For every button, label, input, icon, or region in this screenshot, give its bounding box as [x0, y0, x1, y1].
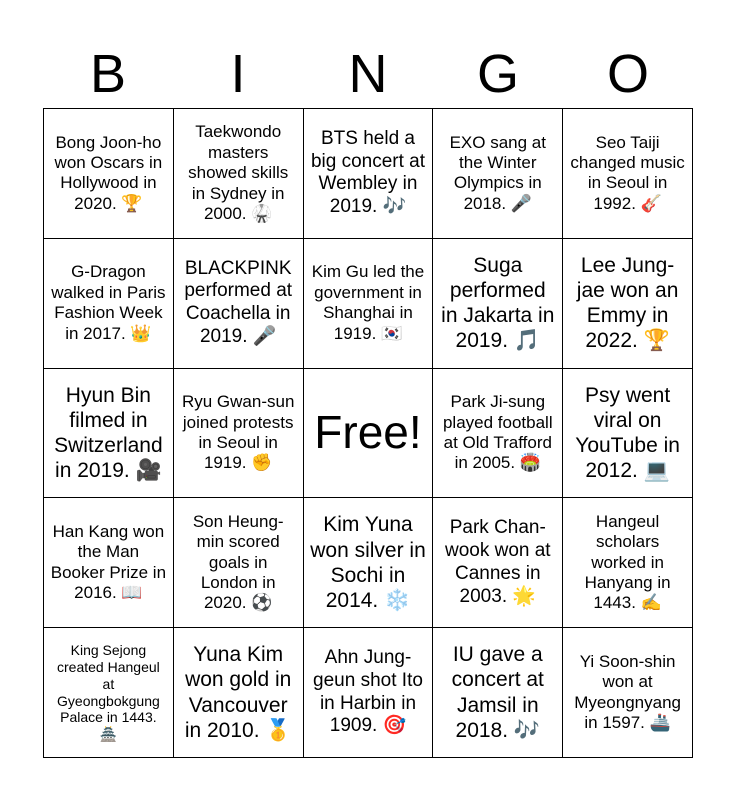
bingo-cell[interactable] [44, 239, 174, 369]
bingo-cell[interactable] [44, 628, 174, 758]
cell-text: Suga performed in Jakarta in 2019. 🎵 [441, 253, 555, 353]
free-space-text: Free! [314, 406, 422, 459]
bingo-cell[interactable] [304, 109, 434, 239]
cell-text: Lee Jung-jae won an Emmy in 2022. 🏆 [576, 253, 679, 353]
bingo-cell[interactable] [563, 109, 693, 239]
bingo-cell[interactable] [304, 628, 434, 758]
cell-text: BLACKPINK performed at Coachella in 2019. 🎤 [184, 257, 293, 347]
cell-text: Hangeul scholars worked in Hanyang in 1443. ✍️ [584, 511, 671, 613]
bingo-cell[interactable] [44, 109, 174, 239]
bingo-cell[interactable] [304, 239, 434, 369]
cell-text: Bong Joon-ho won Oscars in Hollywood in 2020. 🏆 [54, 132, 163, 213]
cell-text: Han Kang won the Man Booker Prize in 2016. 📖 [50, 522, 167, 603]
free-space-cell[interactable] [304, 369, 434, 499]
bingo-cell[interactable] [563, 628, 693, 758]
bingo-board [43, 108, 693, 758]
cell-text: Psy went viral on YouTube in 2012. 💻 [575, 383, 680, 483]
bingo-cell[interactable] [304, 498, 434, 628]
cell-text: Yuna Kim won gold in Vancouver in 2010. 🥇 [184, 643, 292, 742]
bingo-cell[interactable] [174, 628, 304, 758]
cell-text: EXO sang at the Winter Olympics in 2018. 🎤 [449, 132, 546, 213]
bingo-cell[interactable] [174, 109, 304, 239]
bingo-header [43, 40, 693, 108]
cell-text: Seo Taiji changed music in Seoul in 1992. 🎸 [570, 132, 685, 213]
bingo-cell[interactable] [563, 369, 693, 499]
cell-text: Taekwondo masters showed skills in Sydney in 2000. 🥋 [188, 122, 289, 223]
bingo-cell[interactable] [433, 109, 563, 239]
cell-text: Ryu Gwan-sun joined protests in Seoul in 1919. ✊ [181, 392, 295, 473]
cell-text: Son Heung-min scored goals in London in 2020. ⚽ [192, 511, 284, 613]
bingo-cell[interactable] [433, 498, 563, 628]
bingo-cell[interactable] [563, 239, 693, 369]
bingo-cell[interactable] [433, 239, 563, 369]
bingo-cell[interactable] [174, 239, 304, 369]
cell-text: Yi Soon-shin won at Myeongnyang in 1597. 🚢 [574, 651, 681, 732]
bingo-cell[interactable] [174, 369, 304, 499]
header-letter-b: B [89, 44, 127, 104]
bingo-cell[interactable] [44, 498, 174, 628]
bingo-cell[interactable] [433, 369, 563, 499]
cell-text: Park Chan-wook won at Cannes in 2003. 🌟 [444, 517, 551, 607]
cell-text: IU gave a concert at Jamsil in 2018. 🎶 [451, 643, 544, 742]
bingo-cell[interactable] [44, 369, 174, 499]
header-letter-n: N [348, 44, 388, 104]
cell-text: Ahn Jung-geun shot Ito in Harbin in 1909. 🎯 [313, 647, 423, 737]
bingo-cell[interactable] [563, 498, 693, 628]
bingo-cell[interactable] [174, 498, 304, 628]
header-letter-o: O [606, 44, 649, 104]
cell-text: G-Dragon walked in Paris Fashion Week in 2017. 👑 [51, 262, 166, 343]
header-letter-g: G [476, 44, 519, 104]
cell-text: Kim Gu led the government in Shanghai in 1919. 🇰🇷 [311, 262, 425, 343]
cell-text: King Sejong created Hangeul at Gyeongbokgung Palace in 1443. 🏯 [57, 642, 160, 743]
header-letter-i: I [230, 44, 246, 104]
cell-text: BTS held a big concert at Wembley in 2019. 🎶 [310, 127, 426, 218]
cell-text: Kim Yuna won silver in Sochi in 2014. ❄️ [310, 513, 426, 612]
cell-text: Hyun Bin filmed in Switzerland in 2019. 🎥 [54, 383, 163, 483]
cell-text: Park Ji-sung played football at Old Trafford in 2005. 🏟️ [442, 392, 553, 473]
bingo-cell[interactable] [433, 628, 563, 758]
